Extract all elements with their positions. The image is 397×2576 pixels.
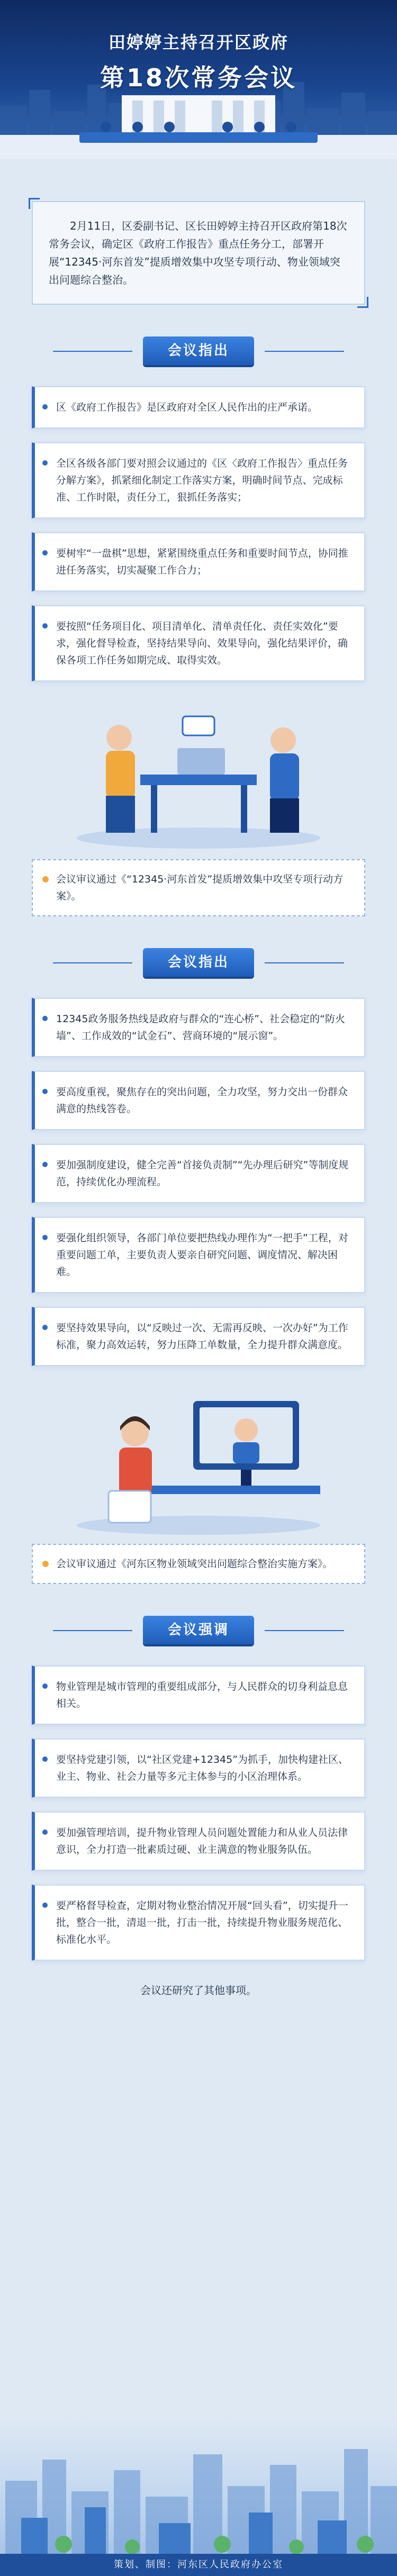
section-3-banner: 会议强调 xyxy=(143,1616,254,1644)
card-text: 物业管理是城市管理的重要组成部分，与人民群众的切身利益息息相关。 xyxy=(56,1681,348,1709)
bullet-icon xyxy=(42,1016,48,1021)
bullet-icon xyxy=(42,1089,48,1094)
card-text: 要加强制度建设，健全完善“首接负责制”“先办理后研究”等制度规范，持续优化办理流程。 xyxy=(56,1159,349,1188)
section-1-cards xyxy=(32,386,365,681)
highlight-dot-icon xyxy=(42,1561,49,1567)
verdict-text: 会议审议通过《“12345·河东首发”提质增效集中攻坚专项行动方案》。 xyxy=(56,873,344,902)
highlight-dot-icon xyxy=(42,876,49,882)
card-text: 要坚持效果导向，以“反映过一次、无需再反映、一次办好”为工作标准，聚力高效运转，努力压降工单数量，全力提升群众满意度。 xyxy=(56,1322,348,1351)
section-1 xyxy=(0,305,397,916)
closing-text: 会议还研究了其他事项。 xyxy=(140,1984,257,1997)
card xyxy=(32,998,365,1057)
footer-credit: 策划、制图：河东区人民政府办公室 xyxy=(0,2554,397,2576)
intro-box xyxy=(32,201,365,305)
card-text: 区《政府工作报告》是区政府对全区人民作出的庄严承诺。 xyxy=(56,402,318,413)
card-text: 要坚持党建引领，以“社区党建+12345”为抓手，加快构建社区、业主、物业、社会力量等多元主体参与的小区治理体系。 xyxy=(56,1754,349,1782)
section-1-verdict xyxy=(32,859,365,916)
card-text: 要强化组织领导，各部门单位要把热线办理作为“一把手”工程，对重要问题工单，主要负责人要亲自研究问题、调度情况、解决困难。 xyxy=(56,1232,348,1278)
footer-city-illustration xyxy=(0,2438,397,2555)
card-text: 要按照“任务项目化、项目清单化、清单责任化、责任实效化”要求，强化督导检查，坚持结果导向、效果导向，强化结果评价，确保各项工作任务如期完成、取得实效。 xyxy=(56,621,348,666)
card xyxy=(32,1738,365,1798)
section-3 xyxy=(0,1584,397,1997)
bullet-icon xyxy=(42,1325,48,1330)
bullet-icon xyxy=(42,1903,48,1908)
card xyxy=(32,1307,365,1366)
section-1-banner: 会议指出 xyxy=(143,336,254,365)
bullet-icon xyxy=(42,1683,48,1689)
bullet-icon xyxy=(42,1235,48,1240)
bullet-icon xyxy=(42,1829,48,1835)
card-text: 要树牢“一盘棋”思想，紧紧围绕重点任务和重要时间节点，协同推进任务落实，切实凝聚工作合力； xyxy=(56,548,348,576)
section-2-verdict xyxy=(32,1544,365,1584)
bullet-icon xyxy=(42,1756,48,1762)
card xyxy=(32,1144,365,1203)
bullet-icon xyxy=(42,1162,48,1167)
card xyxy=(32,532,365,591)
card xyxy=(32,1665,365,1725)
card xyxy=(32,1812,365,1871)
footer xyxy=(0,2417,397,2576)
card-text: 要加强管理培训，提升物业管理人员问题处置能力和从业人员法律意识，全力打造一批素质过硬、业主满意的物业服务队伍。 xyxy=(56,1827,348,1855)
bullet-icon xyxy=(42,623,48,629)
intro-text: 2月11日，区委副书记、区长田婷婷主持召开区政府第18次常务会议，确定区《政府工作报告》重点任务分工，部署开展“12345·河东首发”提质增效集中攻坚专项行动、物业领域突出问题综合整治。 xyxy=(49,220,347,286)
verdict-text: 会议审议通过《河东区物业领域突出问题综合整治实施方案》。 xyxy=(56,1558,333,1570)
card xyxy=(32,442,365,518)
bullet-icon xyxy=(42,404,48,409)
section-2 xyxy=(0,916,397,1584)
hotline-operator-illustration xyxy=(61,1380,336,1539)
section-2-cards xyxy=(32,998,365,1366)
conference-hall-illustration xyxy=(0,85,397,159)
bullet-icon xyxy=(42,460,48,466)
title-block xyxy=(0,0,397,94)
card-text: 要严格督导检查，定期对物业整治情况开展“回头看”，切实提升一批，整合一批，清退一批，打击一批，持续提升物业服务规范化、标准化水平。 xyxy=(56,1900,348,1945)
section-2-banner: 会议指出 xyxy=(143,948,254,977)
card xyxy=(32,1217,365,1293)
title-line-2: 第18次常务会议 xyxy=(100,63,297,92)
card-text: 要高度重视，聚焦存在的突出问题，全力攻坚，努力交出一份群众满意的热线答卷。 xyxy=(56,1086,348,1115)
title-line-1: 田婷婷主持召开区政府 xyxy=(108,32,288,52)
card xyxy=(32,605,365,681)
card xyxy=(32,386,365,429)
section-3-cards xyxy=(32,1665,365,1961)
card-text: 全区各级各部门要对照会议通过的《区〈政府工作报告〉重点任务分解方案》，抓紧细化制定工作落实方案，明确时间节点、完成标准、工作时限，责任分工，狠抓任务落实； xyxy=(56,458,348,503)
bullet-icon xyxy=(42,550,48,556)
card xyxy=(32,1071,365,1130)
meeting-illustration xyxy=(61,695,336,854)
card xyxy=(32,1885,365,1961)
card-text: 12345政务服务热线是政府与群众的“连心桥”、社会稳定的“防火墙”、工作成效的“试金石”、营商环境的“展示窗”。 xyxy=(56,1013,345,1042)
header-banner xyxy=(0,0,397,159)
